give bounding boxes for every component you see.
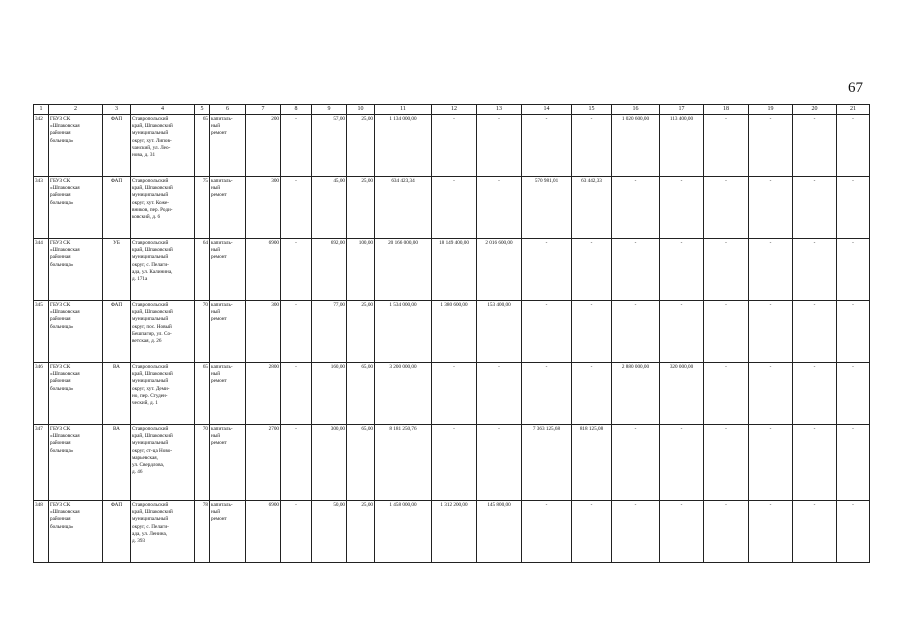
table-cell-c16: -	[612, 301, 660, 363]
table-cell-c9: 692,00	[312, 239, 347, 301]
header-row	[34, 105, 870, 115]
column-header: 3	[103, 105, 131, 115]
table-cell-c7: 300	[246, 177, 281, 239]
organization-cell: ГБУЗ СК «Шпаковская районная больница»	[49, 115, 103, 177]
table-cell-c7: 2700	[246, 425, 281, 501]
work-type-cell: капиталь- ный ремонт	[210, 363, 246, 425]
table-cell-c19: -	[749, 301, 793, 363]
table-cell-c17: 113 400,00	[660, 115, 704, 177]
table-row	[34, 363, 870, 425]
table-row	[34, 425, 870, 501]
column-header: 8	[281, 105, 312, 115]
address-cell: Ставропольский край, Шпаковский муниципальный округ, хут. Коже- вников, пер. Роди- ковский, д. 6	[131, 177, 195, 239]
table-cell-c5: 64	[195, 239, 210, 301]
row-number-cell: 346	[34, 363, 49, 425]
table-cell-c20: -	[793, 363, 837, 425]
table-cell-c21: -	[837, 425, 870, 501]
table-cell-c17: -	[660, 301, 704, 363]
address-cell: Ставропольский край, Шпаковский муниципальный округ, ст-ца Ново- марьевская, ул. Свердлова, д. 46	[131, 425, 195, 501]
table-cell-c7: 6900	[246, 501, 281, 563]
table-cell-c14: 570 981,01	[522, 177, 572, 239]
table-row	[34, 177, 870, 239]
table-cell-c8: -	[281, 425, 312, 501]
table-cell-c12: 18 149 400,00	[432, 239, 477, 301]
organization-cell: ГБУЗ СК «Шпаковская районная больница»	[49, 177, 103, 239]
address-cell: Ставропольский край, Шпаковский муниципальный округ, хут. Липов- чанский, ул. Лео- нова, д. 31	[131, 115, 195, 177]
table-cell-c11: 1 458 000,00	[375, 501, 432, 563]
table-cell-c7: 200	[246, 115, 281, 177]
page-number: 67	[848, 80, 863, 96]
table-cell-c14: -	[522, 501, 572, 563]
table-cell-c19: -	[749, 177, 793, 239]
table-cell-c21: -	[837, 501, 870, 563]
table-cell-c9: 45,00	[312, 177, 347, 239]
work-type-cell: капиталь- ный ремонт	[210, 501, 246, 563]
column-header: 2	[49, 105, 103, 115]
organization-cell: ГБУЗ СК «Шпаковская районная больница»	[49, 425, 103, 501]
row-number-cell: 347	[34, 425, 49, 501]
column-header: 17	[660, 105, 704, 115]
table-cell-c19: -	[749, 239, 793, 301]
table-cell-c8: -	[281, 115, 312, 177]
table-cell-c20: -	[793, 425, 837, 501]
table-body	[34, 115, 870, 563]
column-header: 18	[704, 105, 749, 115]
column-header: 5	[195, 105, 210, 115]
table-cell-c13: 145 800,00	[477, 501, 522, 563]
table-cell-c12: -	[432, 425, 477, 501]
work-type-cell: капиталь- ный ремонт	[210, 301, 246, 363]
table-cell-c15: -	[572, 363, 612, 425]
column-header: 13	[477, 105, 522, 115]
table-cell-c18: -	[704, 239, 749, 301]
work-type-cell: капиталь- ный ремонт	[210, 425, 246, 501]
table-cell-c21: -	[837, 363, 870, 425]
row-number-cell: 343	[34, 177, 49, 239]
table-cell-c10: 65,00	[347, 425, 375, 501]
table-cell-c20: -	[793, 115, 837, 177]
table-cell-c15: -	[572, 301, 612, 363]
table-row	[34, 115, 870, 177]
table-cell-c5: 65	[195, 363, 210, 425]
facility-type-cell: УБ	[103, 239, 131, 301]
facility-type-cell: ФАП	[103, 301, 131, 363]
table-cell-c18: -	[704, 363, 749, 425]
table-cell-c12: 1 380 600,00	[432, 301, 477, 363]
work-type-cell: капиталь- ный ремонт	[210, 177, 246, 239]
table-cell-c15: 818 125,08	[572, 425, 612, 501]
table-cell-c12: -	[432, 363, 477, 425]
table-cell-c16: -	[612, 239, 660, 301]
table-cell-c21: -	[837, 301, 870, 363]
table-cell-c14: -	[522, 239, 572, 301]
address-cell: Ставропольский край, Шпаковский муниципальный округ, пос. Новый Бешпагир, ул. Со- ветская, д. 26	[131, 301, 195, 363]
organization-cell: ГБУЗ СК «Шпаковская районная больница»	[49, 501, 103, 563]
table-cell-c7: 6900	[246, 239, 281, 301]
organization-cell: ГБУЗ СК «Шпаковская районная больница»	[49, 301, 103, 363]
facility-type-cell: ФАП	[103, 115, 131, 177]
facility-type-cell: ФАП	[103, 177, 131, 239]
table-cell-c11: 8 181 250,76	[375, 425, 432, 501]
table-cell-c9: 300,00	[312, 425, 347, 501]
table-cell-c13: -	[477, 363, 522, 425]
table-cell-c20: -	[793, 501, 837, 563]
table-cell-c12: -	[432, 177, 477, 239]
table-cell-c16: -	[612, 177, 660, 239]
row-number-cell: 345	[34, 301, 49, 363]
column-header: 7	[246, 105, 281, 115]
table-cell-c11: 634 423,34	[375, 177, 432, 239]
table-cell-c15: -	[572, 501, 612, 563]
table-cell-c8: -	[281, 239, 312, 301]
table-cell-c16: -	[612, 501, 660, 563]
column-header: 14	[522, 105, 572, 115]
table-cell-c20: -	[793, 177, 837, 239]
table-cell-c13: -	[477, 177, 522, 239]
table-cell-c16: 1 020 600,00	[612, 115, 660, 177]
table-cell-c11: 20 166 000,00	[375, 239, 432, 301]
table-cell-c10: 65,00	[347, 363, 375, 425]
column-header: 20	[793, 105, 837, 115]
table-cell-c14: -	[522, 115, 572, 177]
table-cell-c11: 1 534 000,00	[375, 301, 432, 363]
table-cell-c18: -	[704, 177, 749, 239]
table-cell-c15: -	[572, 115, 612, 177]
table-cell-c7: 300	[246, 301, 281, 363]
table-cell-c14: -	[522, 301, 572, 363]
column-header: 6	[210, 105, 246, 115]
table-cell-c7: 2800	[246, 363, 281, 425]
column-header: 10	[347, 105, 375, 115]
table-cell-c21: -	[837, 115, 870, 177]
table-cell-c10: 100,00	[347, 239, 375, 301]
address-cell: Ставропольский край, Шпаковский муниципальный округ, с. Пелаги- ада, ул. Ленина, д. 393	[131, 501, 195, 563]
address-cell: Ставропольский край, Шпаковский муниципальный округ, с. Пелаги- ада, ул. Калинина, д. 171а	[131, 239, 195, 301]
row-number-cell: 342	[34, 115, 49, 177]
table-cell-c18: -	[704, 501, 749, 563]
work-type-cell: капиталь- ный ремонт	[210, 115, 246, 177]
table-cell-c19: -	[749, 501, 793, 563]
table-cell-c10: 25,00	[347, 501, 375, 563]
column-header: 21	[837, 105, 870, 115]
column-header: 9	[312, 105, 347, 115]
table-cell-c8: -	[281, 177, 312, 239]
table-cell-c11: 3 200 000,00	[375, 363, 432, 425]
organization-cell: ГБУЗ СК «Шпаковская районная больница»	[49, 239, 103, 301]
table-cell-c19: -	[749, 115, 793, 177]
table-cell-c5: 75	[195, 177, 210, 239]
table-cell-c8: -	[281, 363, 312, 425]
column-header: 1	[34, 105, 49, 115]
table-cell-c9: 77,00	[312, 301, 347, 363]
table-cell-c20: -	[793, 301, 837, 363]
table-cell-c5: 70	[195, 425, 210, 501]
table-cell-c19: -	[749, 363, 793, 425]
table-cell-c16: -	[612, 425, 660, 501]
table-row	[34, 239, 870, 301]
table-cell-c13: -	[477, 115, 522, 177]
column-header: 16	[612, 105, 660, 115]
table-cell-c5: 65	[195, 115, 210, 177]
column-header: 12	[432, 105, 477, 115]
row-number-cell: 348	[34, 501, 49, 563]
table-cell-c21: -	[837, 239, 870, 301]
row-number-cell: 344	[34, 239, 49, 301]
table-cell-c11: 1 134 000,00	[375, 115, 432, 177]
table-cell-c9: 57,00	[312, 115, 347, 177]
table-cell-c17: -	[660, 177, 704, 239]
table-cell-c9: 50,00	[312, 501, 347, 563]
table-cell-c15: 63 442,33	[572, 177, 612, 239]
column-header: 11	[375, 105, 432, 115]
table-cell-c17: -	[660, 501, 704, 563]
table-cell-c10: 25,00	[347, 115, 375, 177]
column-header: 15	[572, 105, 612, 115]
table-cell-c18: -	[704, 115, 749, 177]
table-cell-c15: -	[572, 239, 612, 301]
table-cell-c14: -	[522, 363, 572, 425]
organization-cell: ГБУЗ СК «Шпаковская районная больница»	[49, 363, 103, 425]
table-cell-c10: 25,00	[347, 177, 375, 239]
table-cell-c13: 153 400,00	[477, 301, 522, 363]
table-cell-c17: -	[660, 425, 704, 501]
data-table	[33, 104, 870, 563]
table-cell-c21: -	[837, 177, 870, 239]
column-header: 19	[749, 105, 793, 115]
facility-type-cell: ФАП	[103, 501, 131, 563]
table-cell-c18: -	[704, 425, 749, 501]
table-cell-c16: 2 880 000,00	[612, 363, 660, 425]
table-cell-c10: 25,00	[347, 301, 375, 363]
table-cell-c5: 78	[195, 501, 210, 563]
table-cell-c19: -	[749, 425, 793, 501]
table-cell-c8: -	[281, 501, 312, 563]
table-cell-c12: -	[432, 115, 477, 177]
table-row	[34, 501, 870, 563]
table-cell-c13: 2 016 600,00	[477, 239, 522, 301]
column-header: 4	[131, 105, 195, 115]
table-cell-c5: 70	[195, 301, 210, 363]
work-type-cell: капиталь- ный ремонт	[210, 239, 246, 301]
table-cell-c8: -	[281, 301, 312, 363]
facility-type-cell: ВА	[103, 363, 131, 425]
table-cell-c20: -	[793, 239, 837, 301]
table-cell-c18: -	[704, 301, 749, 363]
address-cell: Ставропольский край, Шпаковский муниципальный округ, хут. Деми- но, пер. Студен- ческий, д. 1	[131, 363, 195, 425]
facility-type-cell: ВА	[103, 425, 131, 501]
table-row	[34, 301, 870, 363]
table-cell-c14: 7 363 125,68	[522, 425, 572, 501]
table-cell-c12: 1 312 200,00	[432, 501, 477, 563]
table-cell-c13: -	[477, 425, 522, 501]
table-cell-c17: -	[660, 239, 704, 301]
table-cell-c9: 160,00	[312, 363, 347, 425]
table-cell-c17: 320 000,00	[660, 363, 704, 425]
